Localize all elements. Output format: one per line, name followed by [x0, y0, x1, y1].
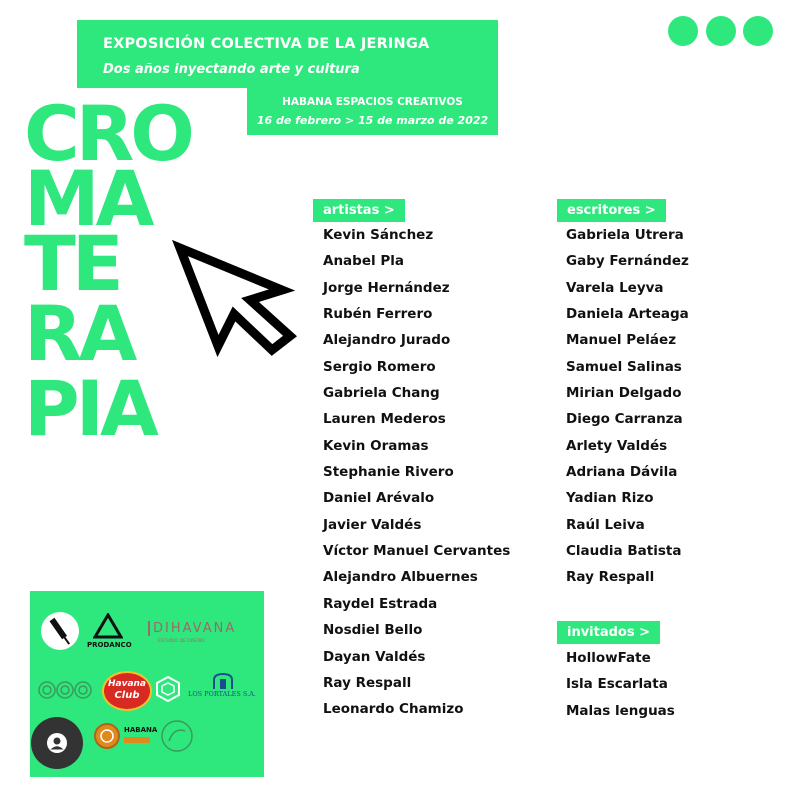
- havana-club-line1: Havana: [107, 679, 147, 689]
- artistas-header: artistas >: [313, 199, 405, 222]
- name-item: Sergio Romero: [323, 358, 436, 375]
- dihavana-tagline: ESTUDIO DE DISEÑO: [158, 639, 205, 644]
- name-item: Gaby Fernández: [566, 253, 689, 270]
- name-item: Claudia Batista: [566, 543, 682, 560]
- venue-box: [247, 88, 498, 135]
- exhibition-header: [77, 20, 498, 88]
- swirl-logo-icon: [36, 679, 94, 701]
- habana-stripe: [124, 737, 150, 743]
- name-item: Raúl Leiva: [566, 516, 645, 533]
- exhibition-title: EXPOSICIÓN COLECTIVA DE LA JERINGA: [103, 36, 430, 52]
- name-item: Rubén Ferrero: [323, 306, 433, 323]
- name-item: Yadian Rizo: [566, 490, 654, 507]
- havana-club-logo: [102, 671, 152, 711]
- cursor-arrow-icon: [170, 238, 300, 358]
- name-item: Ray Respall: [323, 674, 412, 691]
- name-item: Víctor Manuel Cervantes: [323, 543, 511, 560]
- wordmark-line: PIA: [24, 364, 155, 453]
- name-item: Dayan Valdés: [323, 648, 426, 665]
- name-item: Arlety Valdés: [566, 437, 668, 454]
- hexagon-logo-icon: [154, 675, 182, 703]
- wordmark-line: MA: [24, 154, 151, 243]
- escritores-list: [566, 222, 689, 591]
- dihavana-logo: DIHAVANA: [148, 621, 236, 636]
- user-profile-button[interactable]: [31, 717, 83, 769]
- name-item: Alejandro Jurado: [323, 332, 451, 349]
- los-portales-logo: LOS PORTALES S.A.: [188, 690, 256, 698]
- name-item: Leonardo Chamizo: [323, 701, 464, 718]
- name-item: Kevin Oramas: [323, 437, 429, 454]
- name-item: Gabriela Chang: [323, 385, 440, 402]
- dot-icon: [743, 16, 773, 46]
- name-item: Diego Carranza: [566, 411, 683, 428]
- invitados-header: invitados >: [557, 621, 660, 644]
- wordmark-line: CRO: [24, 89, 191, 178]
- user-icon: [45, 731, 69, 755]
- name-item: Daniela Arteaga: [566, 306, 689, 323]
- name-item: Javier Valdés: [323, 516, 422, 533]
- havana-club-line2: Club: [114, 690, 140, 701]
- invitados-list: [566, 645, 675, 724]
- wordmark-line: TE: [24, 219, 120, 308]
- name-item: Samuel Salinas: [566, 358, 682, 375]
- escritores-header: escritores >: [557, 199, 666, 222]
- dot-icon: [668, 16, 698, 46]
- habana-logo: HABANA: [124, 726, 158, 734]
- exhibition-dates: 16 de febrero > 15 de marzo de 2022: [256, 114, 489, 127]
- name-item: Malas lenguas: [566, 702, 675, 719]
- name-item: Stephanie Rivero: [323, 464, 454, 481]
- los-portales-arch-icon: [212, 673, 234, 689]
- name-item: Ray Respall: [566, 569, 655, 586]
- name-item: Kevin Sánchez: [323, 227, 434, 243]
- dot-icon: [706, 16, 736, 46]
- artistas-list: [323, 222, 510, 723]
- name-item: Adriana Dávila: [566, 464, 678, 481]
- name-item: Isla Escarlata: [566, 676, 668, 693]
- venue-name: HABANA ESPACIOS CREATIVOS: [282, 96, 463, 108]
- seal-logo-icon: [160, 719, 194, 753]
- name-item: Nosdiel Bello: [323, 622, 423, 639]
- name-item: Lauren Mederos: [323, 411, 446, 428]
- name-item: HollowFate: [566, 650, 651, 666]
- habana-seal-icon: [93, 722, 121, 750]
- name-item: Anabel Pla: [323, 253, 404, 270]
- syringe-icon: [40, 611, 80, 651]
- exhibition-subtitle: Dos años inyectando arte y cultura: [103, 62, 360, 77]
- name-item: Jorge Hernández: [323, 279, 450, 296]
- name-item: Alejandro Albuernes: [323, 569, 478, 586]
- name-item: Varela Leyva: [566, 279, 664, 296]
- name-item: Daniel Arévalo: [323, 490, 435, 507]
- wordmark-line: RA: [24, 289, 134, 378]
- prodanco-logo: PRODANCO: [87, 641, 132, 649]
- prodanco-logo-icon: [93, 613, 123, 639]
- name-item: Raydel Estrada: [323, 595, 438, 612]
- name-item: Mirian Delgado: [566, 385, 682, 402]
- name-item: Manuel Peláez: [566, 332, 677, 349]
- name-item: Gabriela Utrera: [566, 227, 684, 243]
